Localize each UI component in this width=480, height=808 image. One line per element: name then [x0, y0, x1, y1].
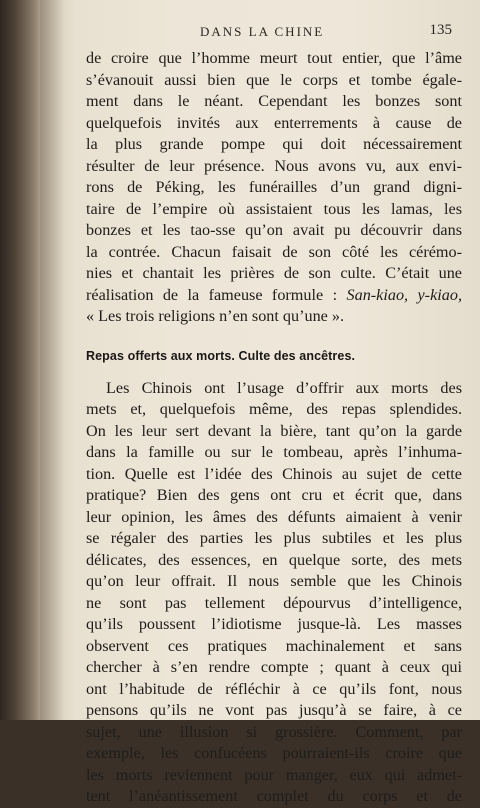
text-line: mets et, quelquefois même, des repas splendides.	[86, 400, 462, 418]
text-line: observent ces pratiques machinalement et sans	[86, 636, 462, 655]
gutter-shadow	[40, 0, 64, 720]
text-line: qu’ils poussent l’idiotisme jusque-là. Les masses	[86, 615, 462, 633]
text-line: chercher à s’en rendre compte ; quant à ceux qui	[86, 658, 462, 676]
body-text	[86, 48, 462, 808]
text-line: ne sont pas tellement dépourvus d’intelligence,	[86, 593, 462, 612]
text-line: les morts reviennent pour manger, eux qui admet-	[86, 765, 462, 784]
page-number: 135	[429, 22, 452, 38]
text-line: s’évanouit aussi bien que le corps et tombe égale-	[86, 70, 462, 89]
text-line: se régaler des parties les plus subtiles et les plus	[86, 529, 462, 547]
text-line: de croire que l’homme meurt tout entier, que l’âme	[86, 49, 462, 67]
text-line: quelquefois invités aux enterrements à cause de	[86, 113, 462, 132]
text-line: On les leur sert devant la bière, tant qu’on la garde	[86, 421, 462, 440]
text-line: bonzes et les tao-sse qu’on avait pu découvrir dans	[86, 221, 462, 239]
text-line: ont l’habitude de réfléchir à ce qu’ils font, nous	[86, 679, 462, 698]
text-line: délicates, des essences, en quelque sorte, des mets	[86, 550, 462, 569]
text-line: résulter de leur présence. Nous avons vu, aux envi-	[86, 156, 462, 175]
text-line: rons de Péking, les funérailles d’un grand digni-	[86, 178, 462, 196]
text-line: taire de l’empire où assistaient tous les lamas, les	[86, 199, 462, 218]
paragraph-2	[86, 378, 462, 808]
text-line: ment dans le néant. Cependant les bonzes sont	[86, 92, 462, 110]
book-page	[40, 0, 480, 805]
formula-italic: San-kiao, y-kiao,	[346, 285, 462, 304]
text-line: la contrée. Chacun faisait de son côté les cérémo-	[86, 242, 462, 261]
text-fragment: réalisation de la fameuse formule :	[86, 285, 338, 304]
text-line: exemple, les confucéens pourraient-ils croire que	[86, 744, 462, 762]
text-line: Les Chinois ont l’usage d’offrir aux morts des	[106, 378, 462, 397]
text-line-with-formula	[86, 285, 462, 307]
text-line: tent l’anéantissement complet du corps et de	[86, 787, 462, 805]
text-line: pratique? Bien des gens ont cru et écrit que, dans	[86, 486, 462, 504]
text-line: leur opinion, les âmes des défunts aimaient à venir	[86, 507, 462, 526]
text-line: qu’on leur offrait. Il nous semble que les Chinois	[86, 572, 462, 590]
paragraph-1	[86, 48, 462, 328]
text-line: nies et chantait les prières de son culte. C’était une	[86, 264, 462, 282]
text-line: « Les trois religions n’en sont qu’une ».	[86, 307, 345, 325]
text-line: la plus grande pompe qui doit nécessairement	[86, 135, 462, 153]
section-heading: Repas offerts aux morts. Culte des ancêtres.	[86, 348, 356, 363]
text-line: pensons qu’ils ne vont pas jusqu’à se faire, à ce	[86, 701, 462, 719]
text-line: dans la famille ou sur le tombeau, après l’inhuma-	[86, 443, 462, 461]
text-line: tion. Quelle est l’idée des Chinois au sujet de cette	[86, 464, 462, 483]
text-line: sujet, une illusion si grossière. Comment, par	[86, 722, 462, 741]
running-head: DANS LA CHINE	[200, 24, 325, 39]
